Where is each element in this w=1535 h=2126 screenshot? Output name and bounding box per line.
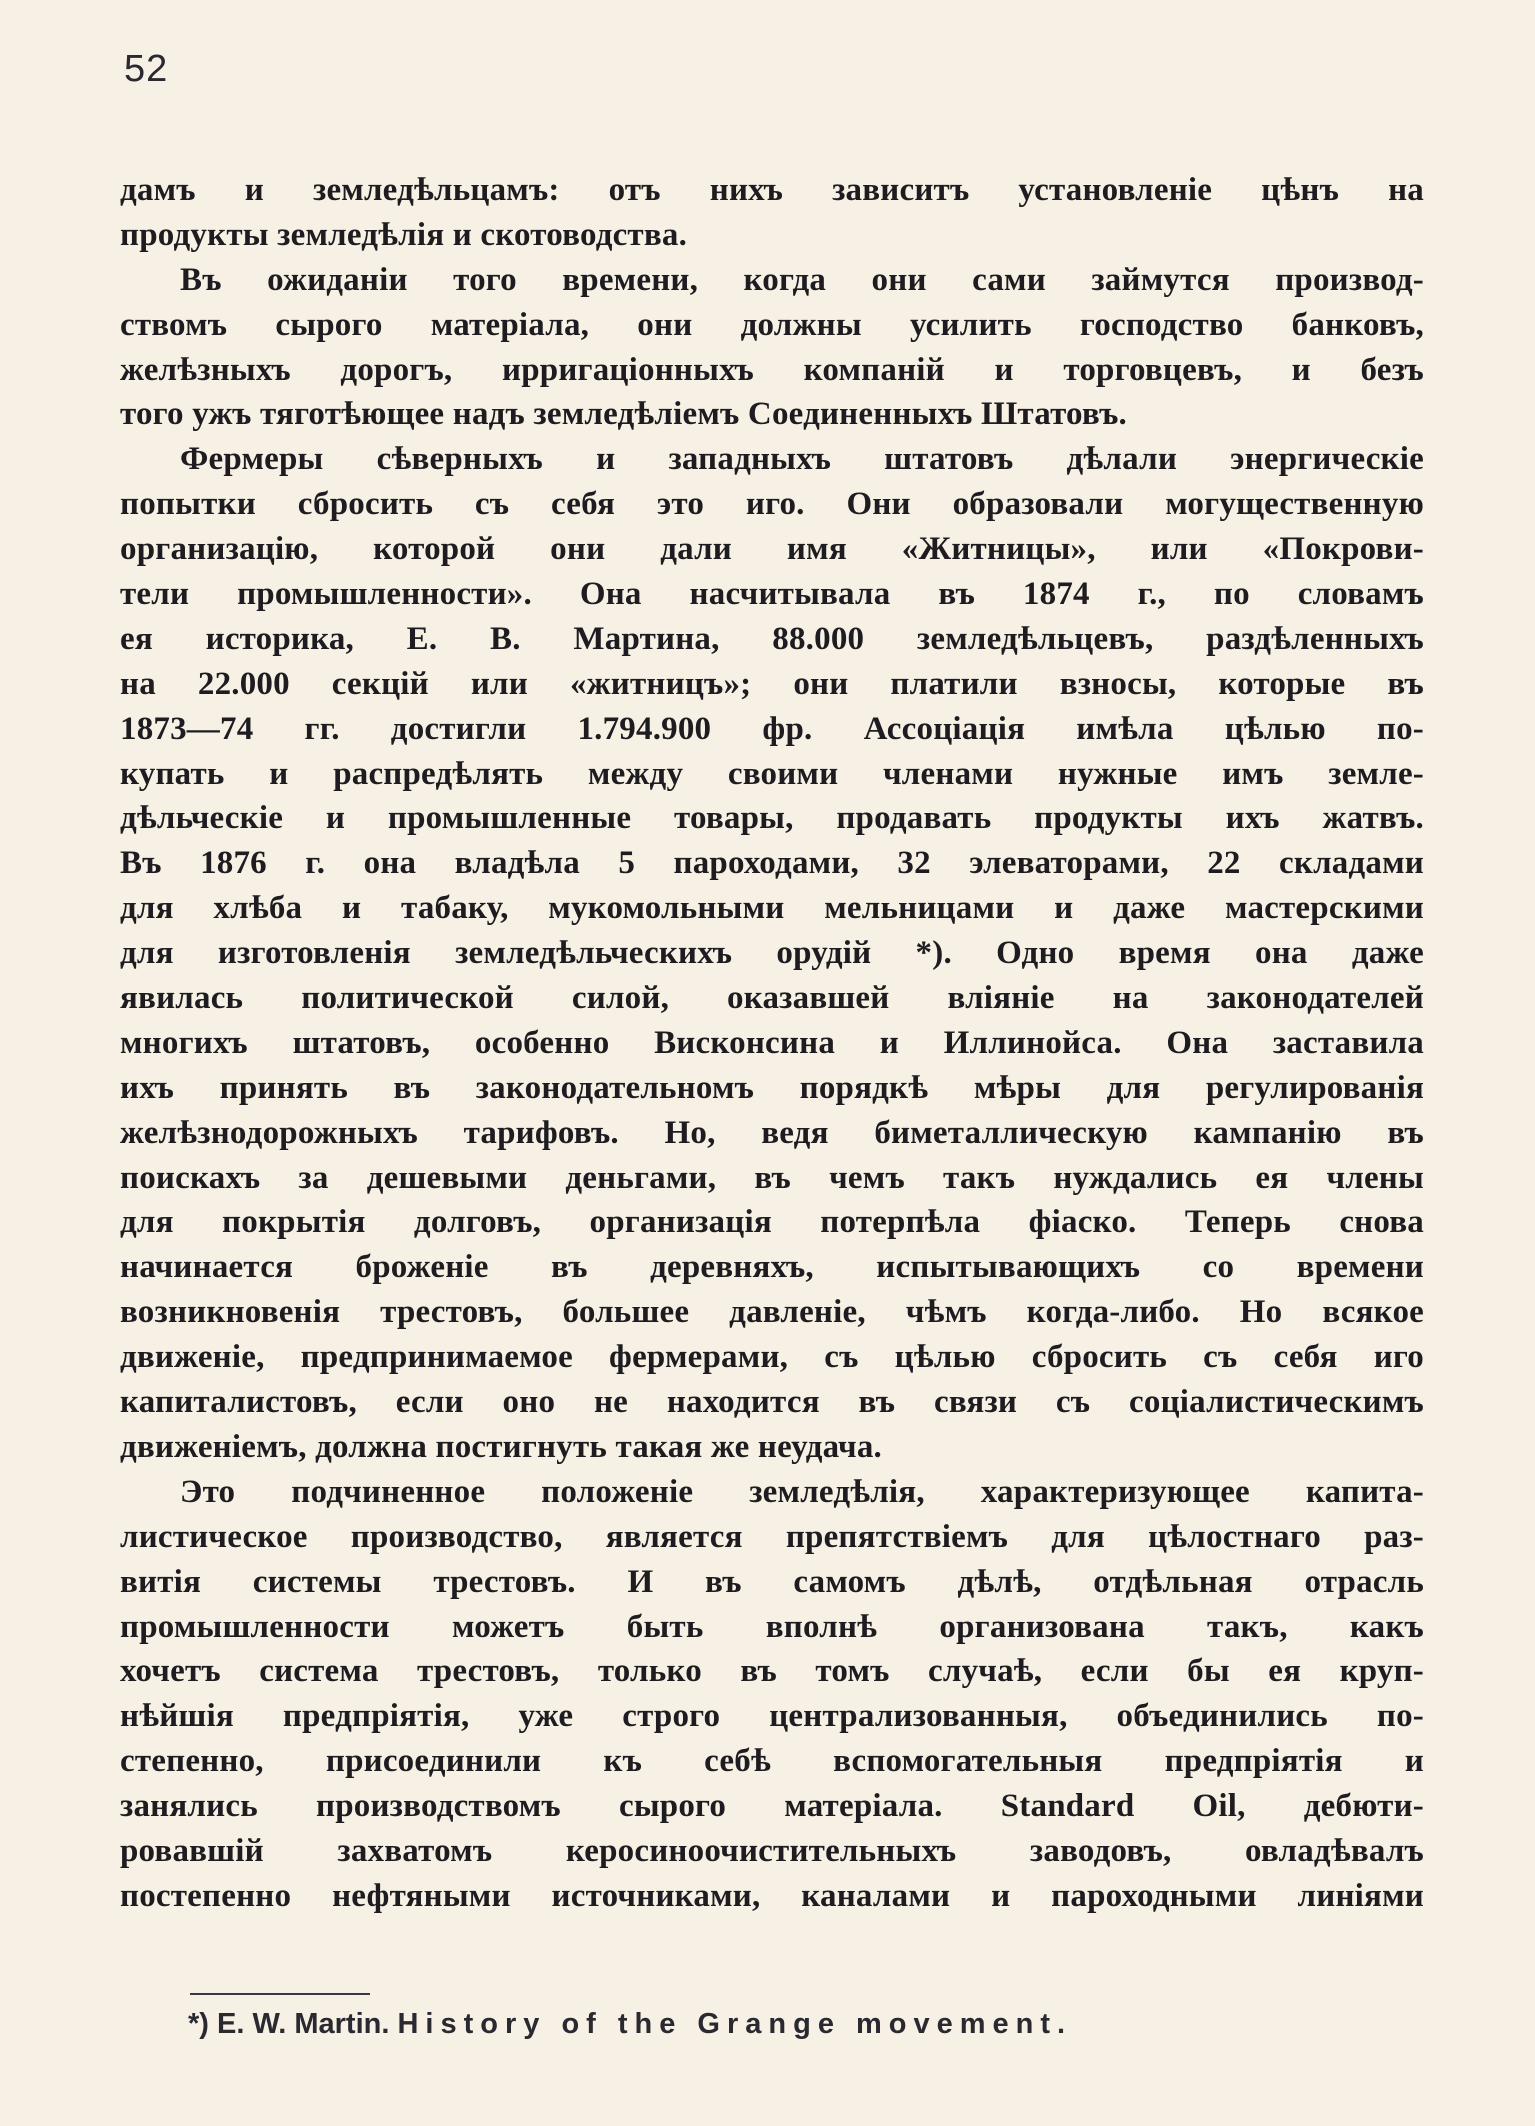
text-line: для изготовленія земледѣльческихъ орудій *). Одно время она даже — [120, 935, 1424, 972]
footnote-title: History of the Grange movement. — [397, 2008, 1073, 2040]
text-line: хочетъ система трестовъ, только въ томъ случаѣ, если бы ея круп- — [120, 1653, 1424, 1690]
text-line: купать и распредѣлять между своими членами нужные имъ земле- — [120, 755, 1424, 792]
text-line: промышленности можетъ быть вполнѣ организована такъ, какъ — [120, 1608, 1424, 1645]
text-line: Фермеры сѣверныхъ и западныхъ штатовъ дѣлали энергическіе — [180, 441, 1424, 478]
text-line: тели промышленности». Она насчитывала въ 1874 г., по словамъ — [120, 576, 1424, 613]
footnote-divider — [190, 1993, 370, 1995]
text-line: 1873—74 гг. достигли 1.794.900 фр. Ассоціація имѣла цѣлью по- — [120, 710, 1424, 747]
page-number: 52 — [124, 48, 169, 90]
text-line: Въ ожиданіи того времени, когда они сами займутся производ- — [180, 261, 1424, 298]
text-line: ствомъ сырого матеріала, они должны усилить господство банковъ, — [120, 306, 1424, 343]
text-line: движеніе, предпринимаемое фермерами, съ цѣлью сбросить съ себя иго — [120, 1339, 1424, 1376]
text-line: капиталистовъ, если оно не находится въ связи съ соціалистическимъ — [120, 1384, 1424, 1421]
text-line: для покрытія долговъ, организація потерпѣла фіаско. Теперь снова — [120, 1204, 1424, 1241]
text-line: на 22.000 секцій или «житницъ»; они платили взносы, которые въ — [120, 665, 1424, 702]
text-line: организацію, которой они дали имя «Житницы», или «Покрови- — [120, 531, 1424, 568]
text-line: для хлѣба и табаку, мукомольными мельницами и даже мастерскими — [120, 890, 1424, 927]
footnote-author: *) E. W. Martin. — [188, 2008, 390, 2040]
text-line: Въ 1876 г. она владѣла 5 пароходами, 32 элеваторами, 22 складами — [120, 845, 1424, 882]
text-line: витія системы трестовъ. И въ самомъ дѣлѣ, отдѣльная отрасль — [120, 1563, 1424, 1600]
text-line: движеніемъ, должна постигнуть такая же неудача. — [120, 1428, 882, 1465]
text-line: занялись производствомъ сырого матеріала. Standard Oil, дебюти- — [120, 1788, 1424, 1825]
text-line: желѣзнодорожныхъ тарифовъ. Но, ведя биметаллическую кампанію въ — [120, 1114, 1424, 1151]
text-line: листическое производство, является препятствіемъ для цѣлостнаго раз- — [120, 1518, 1424, 1555]
text-line: поискахъ за дешевыми деньгами, въ чемъ такъ нуждались ея члены — [120, 1159, 1424, 1196]
footnote — [188, 2008, 1072, 2041]
text-line: Это подчиненное положеніе земледѣлія, характеризующее капита- — [180, 1473, 1424, 1510]
text-line: нѣйшія предпріятія, уже строго централизованныя, объединились по- — [120, 1698, 1424, 1735]
text-line: степенно, присоединили къ себѣ вспомогательныя предпріятія и — [120, 1743, 1424, 1780]
text-line: явилась политической силой, оказавшей вліяніе на законодателей — [120, 980, 1424, 1017]
text-line: ровавшій захватомъ керосиноочистительныхъ заводовъ, овладѣвалъ — [120, 1832, 1424, 1869]
text-line: попытки сбросить съ себя это иго. Они образовали могущественную — [120, 486, 1424, 523]
body-text — [120, 168, 1424, 1919]
text-line: продукты земледѣлія и скотоводства. — [120, 216, 688, 253]
text-line: дамъ и земледѣльцамъ: отъ нихъ зависитъ установленіе цѣнъ на — [120, 172, 1424, 208]
text-line: желѣзныхъ дорогъ, ирригаціонныхъ компаній и торговцевъ, и безъ — [120, 351, 1424, 388]
text-line: постепенно нефтяными источниками, каналами и пароходными линіями — [120, 1877, 1424, 1914]
text-line: многихъ штатовъ, особенно Висконсина и Иллинойса. Она заставила — [120, 1024, 1424, 1061]
text-line: дѣльческіе и промышленные товары, продавать продукты ихъ жатвъ. — [120, 800, 1424, 837]
text-line: того ужъ тяготѣющее надъ земледѣліемъ Соединенныхъ Штатовъ. — [120, 396, 1128, 433]
text-line: ея историка, Е. В. Мартина, 88.000 земледѣльцевъ, раздѣленныхъ — [120, 620, 1424, 657]
text-line: возникновенія трестовъ, большее давленіе, чѣмъ когда-либо. Но всякое — [120, 1294, 1424, 1331]
text-line: ихъ принять въ законодательномъ порядкѣ мѣры для регулированія — [120, 1069, 1424, 1106]
text-line: начинается броженіе въ деревняхъ, испытывающихъ со времени — [120, 1249, 1424, 1286]
